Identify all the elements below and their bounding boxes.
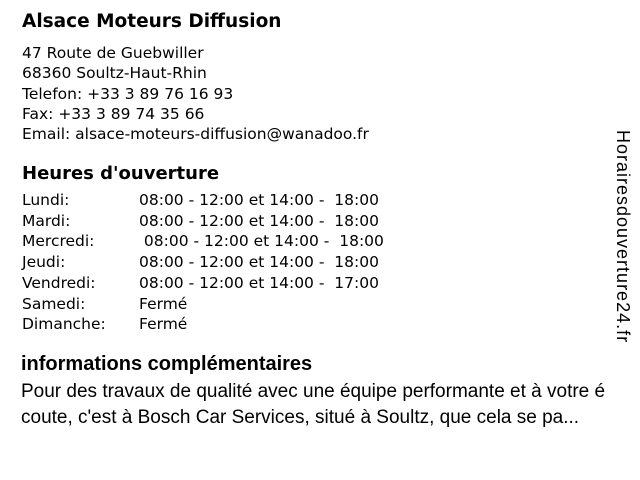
hours-day-label: Lundi: [22, 191, 70, 209]
hours-row-wednesday [22, 231, 384, 252]
info-text-line: Pour des travaux de qualité avec une équipe performante et à votre é [21, 381, 606, 402]
address-line-2: 68360 Soultz-Haut-Rhin [22, 64, 207, 83]
site-watermark-vertical-text: Horairesdouverture24.fr [613, 130, 633, 344]
hours-row-friday [22, 273, 384, 294]
hours-row-thursday [22, 252, 384, 273]
fax-line: Fax: +33 3 89 74 35 66 [22, 104, 205, 123]
opening-hours-heading: Heures d'ouverture [22, 163, 220, 184]
hours-row-tuesday [22, 211, 384, 232]
hours-day-label: Mardi: [22, 211, 71, 230]
hours-time-value: 08:00 - 12:00 et 14:00 - 17:00 [139, 273, 379, 292]
hours-time-value: Fermé [139, 294, 188, 313]
hours-row-sunday [22, 314, 384, 335]
hours-day-label: Vendredi: [22, 273, 96, 292]
hours-day-label: Dimanche: [22, 315, 106, 334]
hours-time-value: Fermé [139, 315, 188, 334]
hours-time-value: 08:00 - 12:00 et 14:00 - 18:00 [139, 232, 384, 251]
business-name-title: Alsace Moteurs Diffusion [22, 11, 282, 32]
info-text-line: coute, c'est à Bosch Car Services, situé à Soultz, que cela se pa... [21, 407, 580, 428]
hours-row-monday [22, 190, 384, 211]
hours-day-label: Jeudi: [22, 253, 66, 272]
additional-info-paragraph [21, 379, 605, 431]
address-line-1: 47 Route de Guebwiller [22, 44, 204, 62]
hours-day-label: Mercredi: [22, 232, 95, 251]
hours-time-value: 08:00 - 12:00 et 14:00 - 18:00 [139, 191, 379, 209]
hours-time-value: 08:00 - 12:00 et 14:00 - 18:00 [139, 211, 379, 230]
hours-day-label: Samedi: [22, 294, 86, 313]
hours-time-value: 08:00 - 12:00 et 14:00 - 18:00 [139, 253, 379, 272]
additional-info-heading: informations complémentaires [21, 353, 313, 375]
opening-hours-table [22, 190, 384, 335]
email-line: Email: alsace-moteurs-diffusion@wanadoo.fr [22, 125, 369, 144]
phone-line: Telefon: +33 3 89 76 16 93 [22, 84, 234, 103]
hours-row-saturday [22, 294, 384, 315]
contact-block [22, 43, 369, 144]
